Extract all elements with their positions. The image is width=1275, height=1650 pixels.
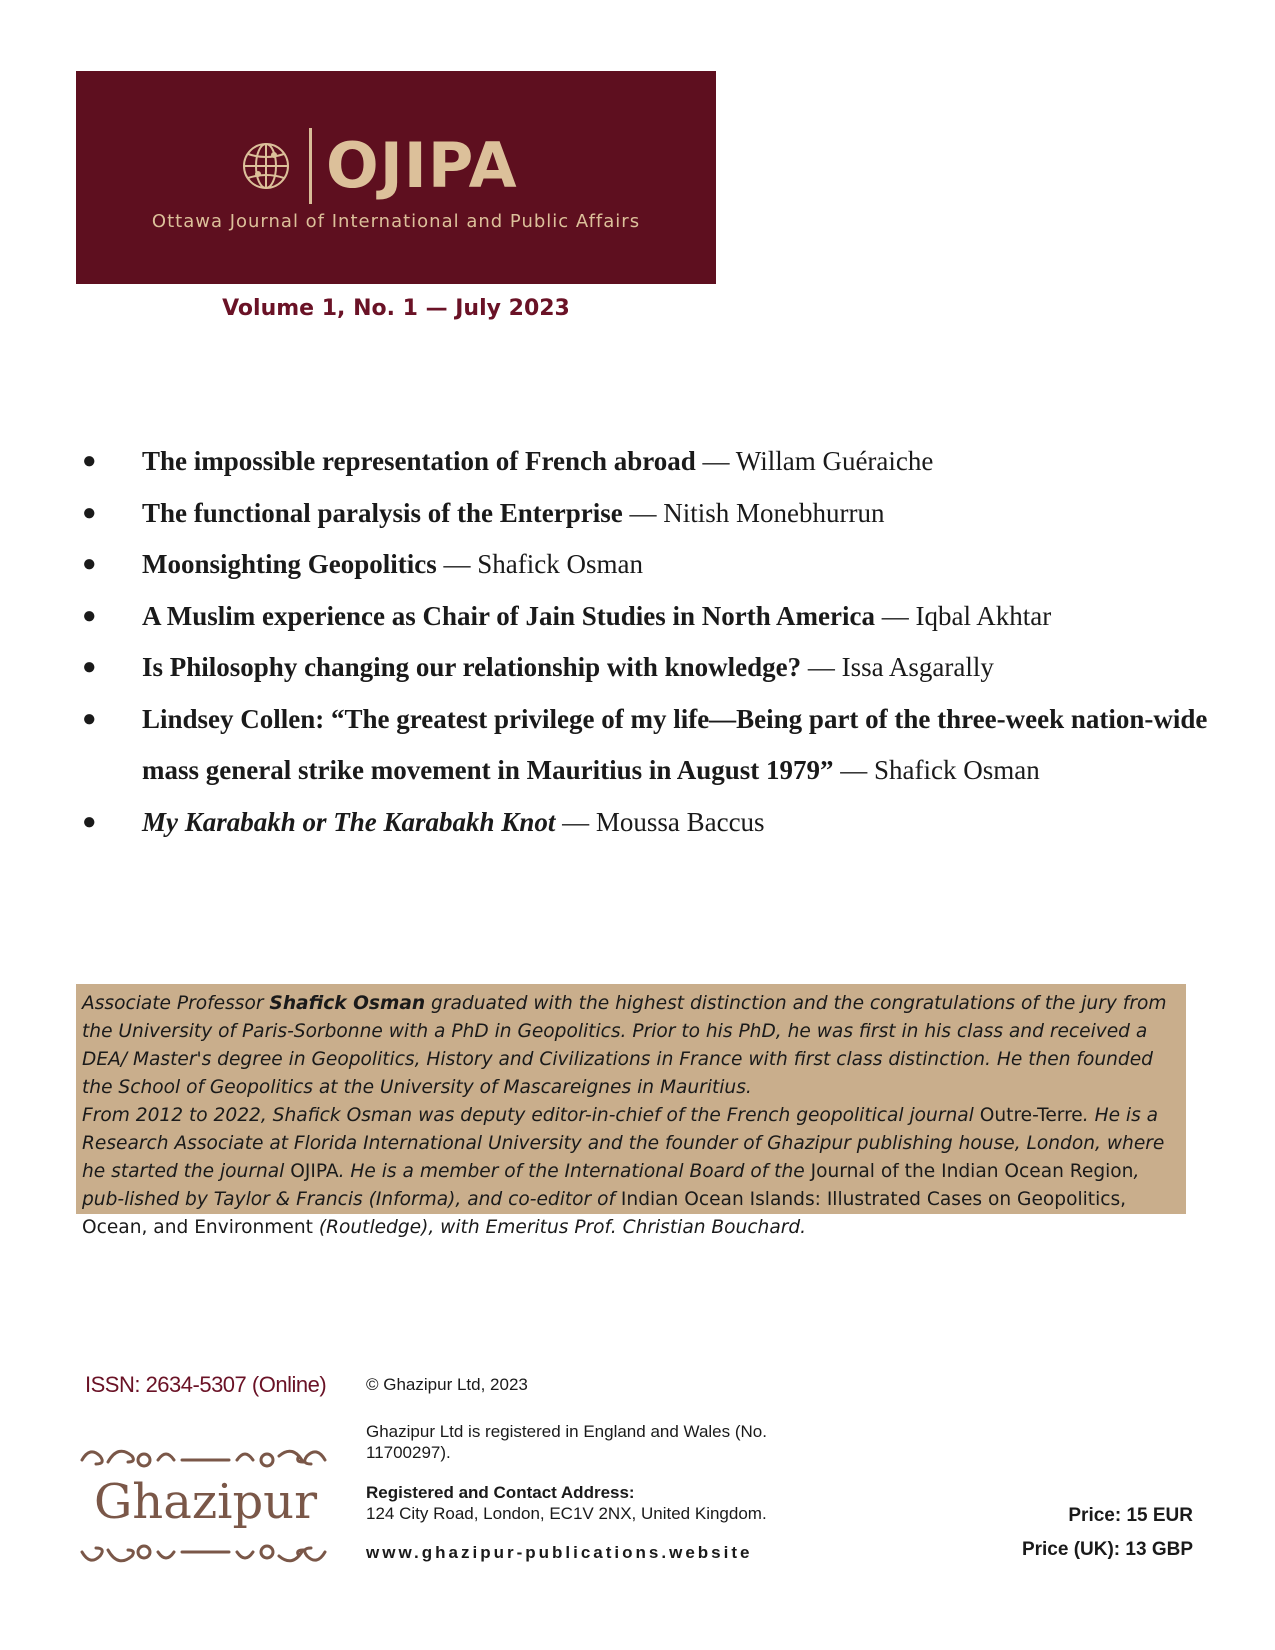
ornament-icon xyxy=(78,1538,333,1572)
bio-text: From 2012 to 2022, Shafick Osman was deputy editor-in-chief of the French geopolitical journal xyxy=(82,1105,980,1126)
journal-banner xyxy=(76,71,716,284)
article-item xyxy=(82,488,1212,540)
article-separator: — xyxy=(801,652,842,682)
article-separator: — xyxy=(555,806,596,837)
bio-text: , pub-lished by Taylor & Francis (Informa), and co-editor of xyxy=(82,1161,1140,1210)
article-separator: — xyxy=(622,497,664,528)
article-item xyxy=(82,539,1212,591)
bio-author-name: Shafick Osman xyxy=(269,993,426,1014)
article-title: Is Philosophy changing our relationship with knowledge? xyxy=(142,652,802,682)
article-separator: — xyxy=(436,549,478,579)
bio-paragraph xyxy=(82,1102,1180,1242)
article-title: The functional paralysis of the Enterprise xyxy=(142,497,623,528)
article-item xyxy=(82,591,1212,643)
journal-acronym: OJIPA xyxy=(326,129,518,202)
article-item xyxy=(82,642,1212,694)
issn: ISSN: 2634-5307 (Online) xyxy=(85,1372,327,1397)
bio-text: . He is a Research Associate at Florida International University and the founder of Ghazipur publishing house, London, where he started the journal xyxy=(82,1105,1165,1182)
website-link[interactable]: www.ghazipur-publications.website xyxy=(366,1543,753,1562)
bullet-icon: ● xyxy=(82,499,97,526)
bio-journal-name: Outre-Terre xyxy=(979,1105,1083,1126)
article-title: The impossible representation of French abroad xyxy=(142,446,696,476)
bullet-icon: ● xyxy=(82,551,97,577)
article-author: Nitish Monebhurrun xyxy=(663,497,885,528)
registration-notice: Ghazipur Ltd is registered in England and Wales (No. 11700297). xyxy=(366,1422,767,1462)
article-author: Iqbal Akhtar xyxy=(915,600,1052,631)
bio-text: (Routledge), with Emeritus Prof. Christian Bouchard. xyxy=(312,1217,807,1238)
price-eur: Price: 15 EUR xyxy=(1068,1505,1193,1526)
article-author: Moussa Baccus xyxy=(595,806,765,837)
article-author: Issa Asgarally xyxy=(841,652,994,682)
article-item xyxy=(82,436,1212,488)
journal-logo xyxy=(241,126,518,206)
logo-divider xyxy=(309,128,312,204)
bullet-icon: ● xyxy=(82,448,97,474)
address-heading: Registered and Contact Address: xyxy=(366,1483,635,1502)
author-bio-box xyxy=(76,984,1186,1238)
bullet-icon: ● xyxy=(82,654,97,680)
journal-full-name: Ottawa Journal of International and Public Affairs xyxy=(151,211,641,232)
bullet-icon: ● xyxy=(82,602,97,629)
bio-journal-name: Journal of the Indian Ocean Region xyxy=(810,1161,1134,1182)
article-title: Moonsighting Geopolitics xyxy=(142,549,437,579)
globe-icon xyxy=(241,141,291,191)
article-author: Shafick Osman xyxy=(874,755,1040,785)
article-title: Lindsey Collen: “The greatest privilege of my life—Being part of the three-week nation-wide mass general strike movement in Mauritius in August 1979” xyxy=(142,703,1208,785)
article-list xyxy=(82,436,1212,848)
publisher-wordmark: Ghazipur xyxy=(93,1474,318,1530)
issue-volume: Volume 1, No. 1 — July 2023 xyxy=(222,296,570,321)
address-text: 124 City Road, London, EC1V 2NX, United Kingdom. xyxy=(366,1504,767,1523)
article-author: Shafick Osman xyxy=(477,549,643,579)
bio-journal-name: OJIPA xyxy=(290,1161,339,1182)
article-title: A Muslim experience as Chair of Jain Studies in North America xyxy=(142,600,875,631)
article-title: My Karabakh or The Karabakh Knot xyxy=(142,806,556,837)
bio-paragraph xyxy=(82,990,1180,1102)
bio-text: Associate Professor xyxy=(82,993,270,1014)
publisher-logo xyxy=(78,1440,333,1572)
article-item xyxy=(82,797,1212,849)
bio-text: . He is a member of the International Board of the xyxy=(338,1161,811,1182)
article-item xyxy=(82,694,1212,797)
price-gbp: Price (UK): 13 GBP xyxy=(1021,1539,1193,1560)
bullet-icon: ● xyxy=(82,705,97,732)
article-separator: — xyxy=(874,600,916,631)
contact-address xyxy=(366,1482,767,1524)
bio-text: graduated with the highest distinction and the congratulations of the jury from the University of Paris-Sorbonne with a PhD in Geopolitics. Prior to his PhD, he was first in his class and received a DEA/ Master's degree in Geopolitics, History and Civilizations in France with first class distinction. He then founded the School of Geopolitics at the University of Mascareignes in Mauritius. xyxy=(82,993,1167,1098)
article-separator: — xyxy=(833,755,874,785)
ornament-icon xyxy=(78,1440,333,1474)
bullet-icon: ● xyxy=(82,808,97,835)
article-separator: — xyxy=(695,446,736,476)
copyright-notice: © Ghazipur Ltd, 2023 xyxy=(366,1375,528,1394)
bio-book-title: Indian Ocean Islands: Illustrated Cases on Geopolitics, Ocean, and Environment xyxy=(82,1189,1127,1238)
article-author: Willam Guéraiche xyxy=(735,446,934,476)
